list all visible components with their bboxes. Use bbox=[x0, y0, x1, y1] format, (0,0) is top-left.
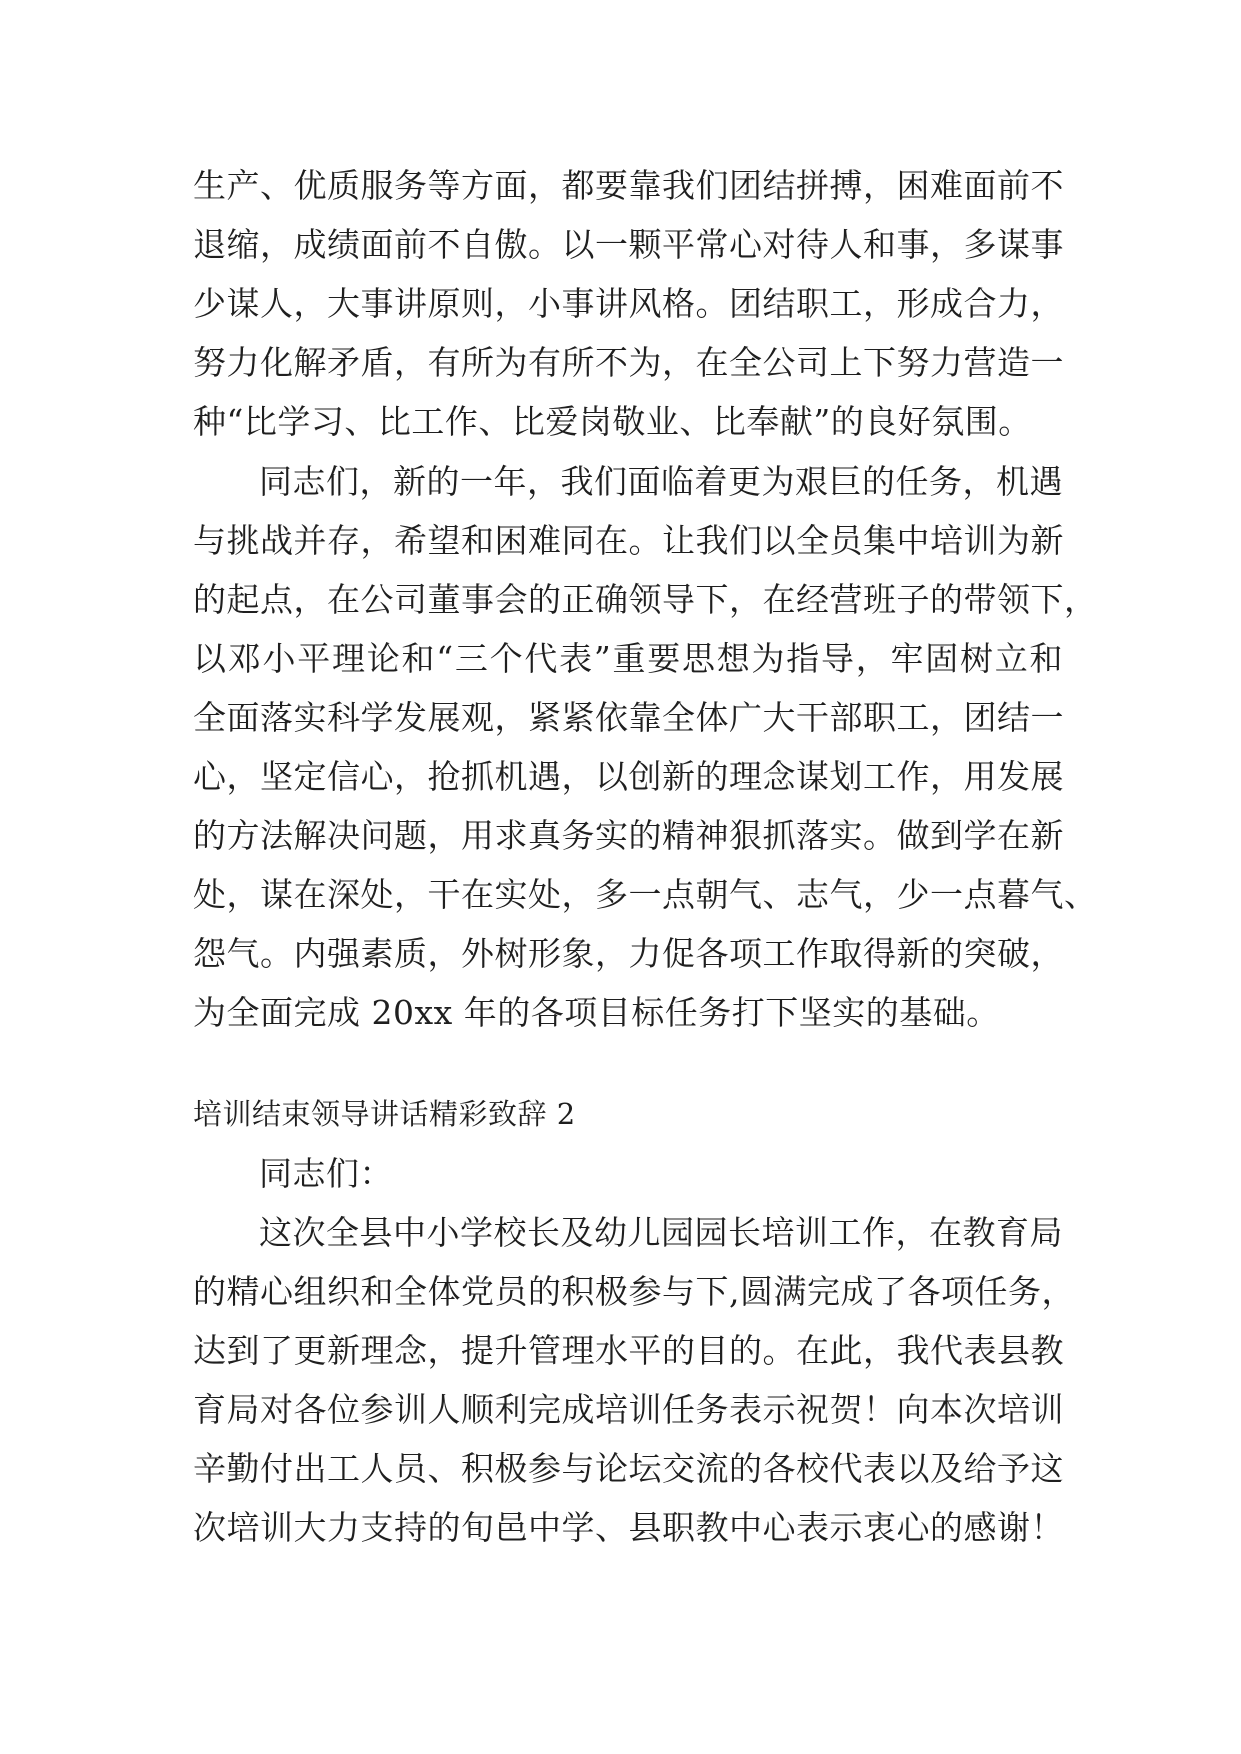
paragraph-line: 生产、优质服务等方面，都要靠我们团结拼搏，困难面前不 bbox=[193, 166, 1064, 205]
paragraph-line: 的起点，在公司董事会的正确领导下，在经营班子的带领下， bbox=[193, 580, 1098, 619]
greeting: 同志们： bbox=[259, 1154, 393, 1193]
paragraph-line: 达到了更新理念，提升管理水平的目的。在此，我代表县教 bbox=[193, 1331, 1064, 1370]
paragraph-line: 次培训大力支持的旬邑中学、县职教中心表示衷心的感谢！ bbox=[193, 1508, 1064, 1547]
paragraph-line: 辛勤付出工人员、积极参与论坛交流的各校代表以及给予这 bbox=[193, 1449, 1064, 1488]
paragraph-line: 的精心组织和全体党员的积极参与下,圆满完成了各项任务， bbox=[193, 1272, 1075, 1311]
paragraph-line: 的方法解决问题，用求真务实的精神狠抓落实。做到学在新 bbox=[193, 816, 1064, 855]
paragraph-line: 怨气。内强素质，外树形象，力促各项工作取得新的突破， bbox=[193, 934, 1064, 973]
paragraph-line: 全面落实科学发展观，紧紧依靠全体广大干部职工，团结一 bbox=[193, 698, 1064, 737]
paragraph-line: 为全面完成 20xx 年的各项目标任务打下坚实的基础。 bbox=[193, 993, 1000, 1032]
section-title: 培训结束领导讲话精彩致辞 2 bbox=[193, 1097, 576, 1131]
paragraph-line: 与挑战并存，希望和困难同在。让我们以全员集中培训为新 bbox=[193, 521, 1064, 560]
paragraph-line: 少谋人，大事讲原则，小事讲风格。团结职工，形成合力， bbox=[193, 284, 1064, 323]
paragraph-line: 处，谋在深处，干在实处，多一点朝气、志气，少一点暮气、 bbox=[193, 875, 1098, 914]
paragraph-line: 心，坚定信心，抢抓机遇，以创新的理念谋划工作，用发展 bbox=[193, 757, 1064, 796]
paragraph-line: 努力化解矛盾，有所为有所不为，在全公司上下努力营造一 bbox=[193, 343, 1064, 382]
paragraph-line: 育局对各位参训人顺利完成培训任务表示祝贺！向本次培训 bbox=[193, 1390, 1064, 1429]
paragraph-line: 种“比学习、比工作、比爱岗敬业、比奉献”的良好氛围。 bbox=[193, 402, 1032, 441]
paragraph-line: 这次全县中小学校长及幼儿园园长培训工作，在教育局 bbox=[259, 1213, 1063, 1252]
paragraph-line: 同志们，新的一年，我们面临着更为艰巨的任务，机遇 bbox=[259, 462, 1063, 501]
paragraph-line: 以邓小平理论和“三个代表”重要思想为指导，牢固树立和 bbox=[193, 639, 1063, 678]
paragraph-line: 退缩，成绩面前不自傲。以一颗平常心对待人和事，多谋事 bbox=[193, 225, 1064, 264]
